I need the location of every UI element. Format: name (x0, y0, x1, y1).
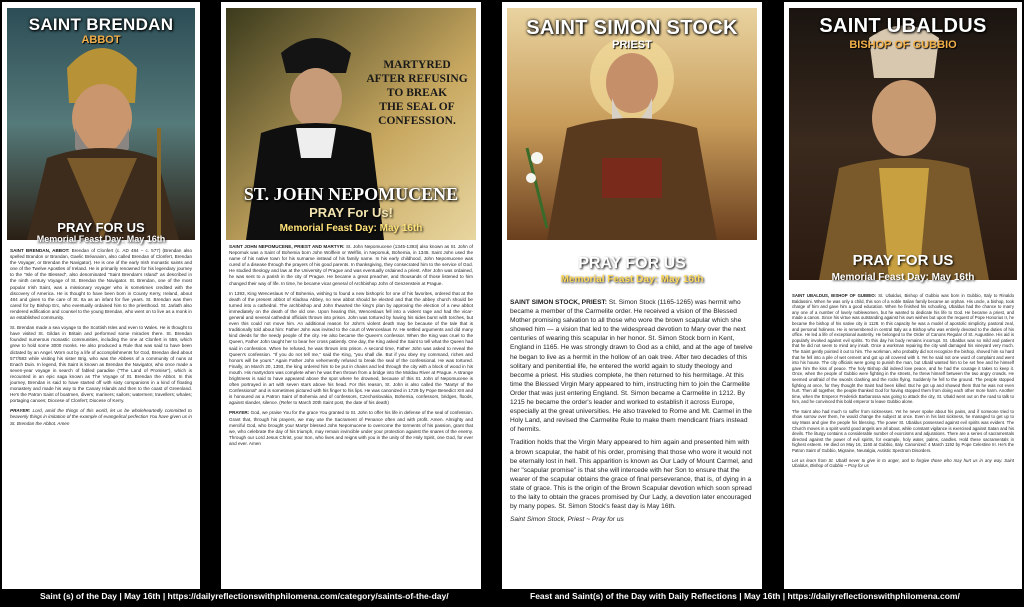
saint-subtitle: PRIEST (612, 39, 652, 51)
bio-paragraph: Tradition holds that the Virgin Mary appeared to him again and presented him with a brown scapular, the habit of his order, promising that those who wore it would not be eternally lost in hell. This apparition is known as Our Lady of Mount Carmel, and her "scapular promise" is that she will intercede with her Son to ensure that the wearer of the scapular obtains the grace of final perseverance, that is, of dying in a state of grace. This is the origin of the Brown Scapular devotion which soon spread to the laity to obtain the graces promised by Our Lady, a devotion later encouraged by many popes. St. Simon Stock's feast day is May 16th. (510, 439, 753, 511)
bio-paragraph: The Saint also had much to suffer from sicknesses. Yet he never spoke about his pains, and if someone tried to show sorrow over them, he would change the subject at once. Even in his last sickness, he managed to get up to say Mass and give the people his blessing. The power St. Ubaldus possessed against evil spirits was evident. The Church moves in a spirit world good angels are all about, while constant vigilance is exercised against Satan and his devils. The liturgy contains a considerable number of exorcisms and adjurations. There are a series of sacramentals directed against the power of evil spirits, for example, holy water, palms, candles. Hold these sacramentals in highest esteem. He died on May 16, 1160 at Gubbio, Italy. Canonized: 4 March 1192 by Pope Celestine III. He's the Patron Saint of Gubbio, Migraine, Neuralgia, Autistic Spectrum Disorders. (792, 408, 1014, 454)
bio-heading: SAINT JOHN NEPOMUCENE, PRIEST AND MARTYR: (229, 244, 345, 249)
caption-line: CONFESSION. (378, 115, 456, 127)
bio-heading: SAINT UBALDUS, BISHOP OF GUBBIO: (792, 293, 877, 298)
prayer-text: Saint Simon Stock, Priest ~ Pray for us (510, 516, 624, 524)
feast-day-label: Memorial Feast Day: May 16th (831, 272, 975, 283)
prayer-heading: PRAYER: (229, 410, 250, 416)
caption-line: THE SEAL OF (379, 101, 455, 113)
feast-day-label: Memorial Feast Day: May 16th (36, 234, 166, 244)
bio-paragraph: Brendan of Clonfert (c. AD 484 – c. 577) (Brendan also spelled Brandon or Brandan, Gaelic Bréanainn, also called Brendan of Clonfert, Brendan the Voyager, or Brendan the Navigator). He is one of the early Irish monastic saints and one of the Twelve Apostles of Ireland. He is primarily renowned for his legendary journey to the "Isle of the Blessed", also denominated "Saint Brendan's Island" as described in the ninth century Voyage of St. Brendan the Navigator. St. Brendan, one of the most popular Irish Saint, was a missionary voyager who is sometimes credited with the discovery of America. He is thought to have been born in County Kerry, Ireland, about 484 and given to the care of St. Ita as an infant for five years. St. Brendan was then cared for by Bishop Erc, who eventually ordained him to the priesthood. St. Jarlath also rendered edification and counsel to the young Brendan, who went on to live as a monk in an established community. (10, 248, 192, 321)
saint-title: SAINT BRENDAN (28, 15, 174, 34)
saint-title: SAINT UBALDUS (819, 15, 987, 37)
prayer-text: Lord, amid the things of this world, let us be wholeheartedly committed to heavenly things in imitation of the example of evangelical perfection You have given us in St. Brendan the Abbot. Amen (10, 408, 192, 426)
bio-paragraph: In 1393, King Wenceslaus IV of Bohemia, wishing to found a new bishopric for one of his favorites, ordered that at the death of the present abbot of Kladrau Abbey, no new abbot should be elected and that the abbey church should be turned into a cathedral. The archbishop and John thwarted the king's plan by approving the election of a new abbot immediately on the death of the old one. Upon hearing this, Wenceslaus fell into a violent rage and had the vicar-general and several cathedral officials thrown into prison. John was tortured by having his sides burnt with torches, but even this could not move him. An additional reason for John's violent death may be because of the tale that is traditionally told about him: Father John was invited to the court of Wenceslaus IV. He settled arguments and did many kind deeds for the needy people of the city. He also became the Queen's confessor. When the King was cruel to the Queen, Father John taught her to bear her cross patiently. One day, the King asked the Saint to tell what the Queen had said in confession. When he refused, he was thrown into prison. A second time, Father John was asked to reveal the Queen's confession. "If you do not tell me," said the King, "you shall die. But if you obey my command, riches and honors will be yours." Again Father John vehemently refused to break the seal of the confessional. He was tortured. Finally, on March 20, 1393, the king ordered him to be put in chains and led through the city with a block of wood in his mouth. His martyrdom was complete when he was then thrown from a bridge into the Moldau River at Prague. A strange brightness is said to have appeared above the spot where he drowned, because of this St. John of Nepomucene is often portrayed in art with seven stars above his head. For this reason, St. John is also called the "Martyr of the Confessional" and is sometimes pictured with his finger to his lips. He was canonized in 1729 by Pope Benedict XIII and is honoured as a Patron Saint of Bohemia and of confessors, Czechoslovakia, Bohemia, confessors, bridges, floods, against slander, silence. (Refer to March 20th Saint post, the date of his death) (229, 290, 473, 406)
prayer-text: Let us learn from St. Ubald never to give in to anger, and to forgive those who may hurt us in any way. Saint Ubaldus, Bishop of Gubbio ~ Pray for us (792, 457, 1014, 469)
saint-biography (10, 248, 192, 431)
card-saint-simon-stock (502, 2, 762, 589)
saint-biography (510, 298, 754, 528)
feast-day-label: Memorial Feast Day: May 16th (279, 223, 423, 234)
image-caption (361, 58, 473, 128)
pray-for-us-label: PRAY For Us! (309, 205, 393, 220)
caption-line: TO BREAK (386, 87, 448, 99)
bio-heading: SAINT SIMON STOCK, PRIEST: (510, 299, 607, 306)
footer-left-caption: Saint (s) of the Day | May 16th | https://dailyreflectionswithphilomena.com/category/saints-of-the-day/ (40, 591, 449, 601)
caption-line: MARTYRED (383, 59, 451, 71)
card-saint-john-nepomucene (221, 2, 481, 589)
pray-for-us-label: PRAY FOR US (57, 220, 145, 235)
caption-line: AFTER REFUSING (366, 73, 468, 85)
prayer-text: God, we praise You for the grace You granted to St. John to offer his life in defense of the seal of confession. Grant that, through his prayers, we may use the Sacrament of Penance often and with profit. Amen. Almighty and merciful God, who brought your Martyr blessed John Nepomucene to overcome the torments of his passion, grant that we, who celebrate the day of his triumph, may remain invincible under your protection against the snares of the enemy. Through our Lord Jesus Christ, your Son, who lives and reigns with you in the unity of the Holy Spirit, one God, for ever and ever. Amen (229, 410, 473, 446)
saint-title: SAINT SIMON STOCK (526, 17, 738, 39)
bio-paragraph: St. Ubaldus, Bishop of Gubbio was born in Gubbio, Italy to Rinaldo Baldassini. When he was only a child, this son of a noble Italian family became an orphan. His uncle, a bishop, took charge of him and gave him a good education. When he finished his schooling, Ubaldus had the chance to marry any one of a number of lovely noblewomen, but he wanted to dedicate his life to God. He became a priest, and made a canon. Since his virtue was outstanding against his own wishes but upon the request of Pope Honorius II, he became the bishop of his native city in 1128. In this capacity he was a model of apostolic simplicity, pastoral zeal, and personal holiness. He is remembered in central Italy as a Bishop who was entirely devoted to the duties of his office. He led a life of exceptional austerity. He belonged to the Order of Canons Regular of St. Augustine. His aid is popularly invoked against evil spirits. To this day his body remains incorrupt. St. Ubaldus was so mild and patient that he did not seem to mind any insult. Once a workman repairing the city wall damaged his vineyard very much. The Saint gently pointed it out to him. The workman, who probably did not recognize the bishop, shoved him so hard that he fell into a pile of wet cement and got up all covered with it. Yet he said not one word of complaint and went into his house. The city officials were going to punish the man, but Ubald wanted him to be set free and he himself gave him the kiss of peace. The holy Bishop did indeed love peace, and he had the courage it takes to keep it. Once, when the people of Gubbio were fighting in the streets, he threw himself between the two angry crowds. He seemed unafraid of the swords clashing and the rocks flying. Suddenly he fell to the ground. The people stopped fighting at once, for they thought the Saint had been killed. But he got up and showed them that he was not even hurt. Then all together, the people thanked God for having stopped them from doing each other more harm. Another time, when the Emperor Frederick Barbarossa was going to attack the city, St. Ubald went out on the road to talk to him, and he convinced this bold emperor to leave Gubbio alone. (792, 293, 1014, 405)
saint-biography (229, 244, 473, 451)
footer-right-caption: Feast and Saint(s) of the Day with Daily Reflections | May 16th | https://dailyreflectionswithphilomena.com/ (530, 591, 960, 601)
pray-for-us-label: PRAY FOR US (852, 252, 954, 269)
bio-paragraph: St. Brendan made a sea voyage to the Scottish Isles and even to Wales. He is thought to have visited St. Gildas in Britain and performed some miracles there. St. Brendan founded numerous monastic communities, including the one at Clonfert in 559, which grew to hold some 3000 monks. He also produced a Rule that was said to have been dictated by an Angel. Worn out by a life of accomplishments for God, Brendan died about 577/583 while visiting his sister Brig, who was the Abbess of a community of nuns at Enach Duin. In legend, this Saint is known as Brendan the Navigator, who once made a seven-year voyage in search of fabled paradise ("The Land of Promise"), which is recounted in an epic saga known as The Voyage of St. Brendan the Abbot. In this journey, Brendan is said to have started off with sixty companions in a kind of floating monastery and made his way to the Canary Islands and then to the coast of Greenland. He's the Patron Saint of boatmen, divers; mariners; sailors; watermen; travellers; whales; portaging canoes; Diocese of Clonfert; Diocese of Kerry. (10, 325, 192, 404)
saint-title: ST. JOHN NEPOMUCENE (243, 184, 459, 204)
card-saint-ubaldus (784, 2, 1022, 589)
saint-biography (792, 293, 1014, 473)
feast-day-label: Memorial Feast Day: May 16th (560, 274, 704, 285)
bio-paragraph: St. Simon Stock (1165-1265) was hermit who became a member of the Carmelite order. He received a vision of the Blessed Mother promising salvation to all those who wore the brown scapular which she showed him — a vision that led to the widespread devotion to Mary over the next centuries of wearing this scapular in her honor. St. Simon Stock born in Kent, England in 1165. He was strongly drawn to God as a child, and at the age of twelve he began to live as a hermit in the hollow of an oak tree. After two decades of this solitary and penitential life, he entered the world again to study theology and become a priest. His studies complete, he then returned to his hermitage. At this time the Blessed Virgin Mary appeared to him, instructing him to join the Carmelite Order that was just entering England. St. Simon became a Carmelite in 1212. By 1215 he became the order's leader and worked to establish it across Europe, especially at the great universities. He also traveled to Rome and Mt. Carmel in the Holy Land, and revised the Carmelite Rule to make them mendicant friars instead of hermits. (510, 299, 753, 434)
card-saint-brendan (2, 2, 200, 589)
saint-subtitle: BISHOP OF GUBBIO (849, 39, 957, 51)
saint-subtitle: ABBOT (81, 34, 121, 46)
pray-for-us-label: PRAY FOR US (578, 255, 686, 272)
bio-paragraph: St. John Nepomucene (1345-1393) also known as St. John of Nepomuk was a Saint of Bohemia born John Wolflein or Welflin, in Nepomuk, Bohemia, in 1345. Saint John used the name of his native town for his surname instead of his family name. In his early childhood, John Nepomucene was cured of a disease through the prayers of his good parents. In thanksgiving, they consecrated him to the service of God. He studied theology and law at the University of Prague and was eventually ordained a priest. After John was ordained, he was sent to a parish in the city of Prague. He became a great preacher, and thousands of those listened to him changed their way of life. In time, he became vicar general of Archbishop John of Genzenstein at Prague. (229, 244, 473, 286)
bio-heading: SAINT BRENDAN, ABBOT: (10, 248, 70, 253)
prayer-heading: PRAYER: (10, 408, 31, 414)
